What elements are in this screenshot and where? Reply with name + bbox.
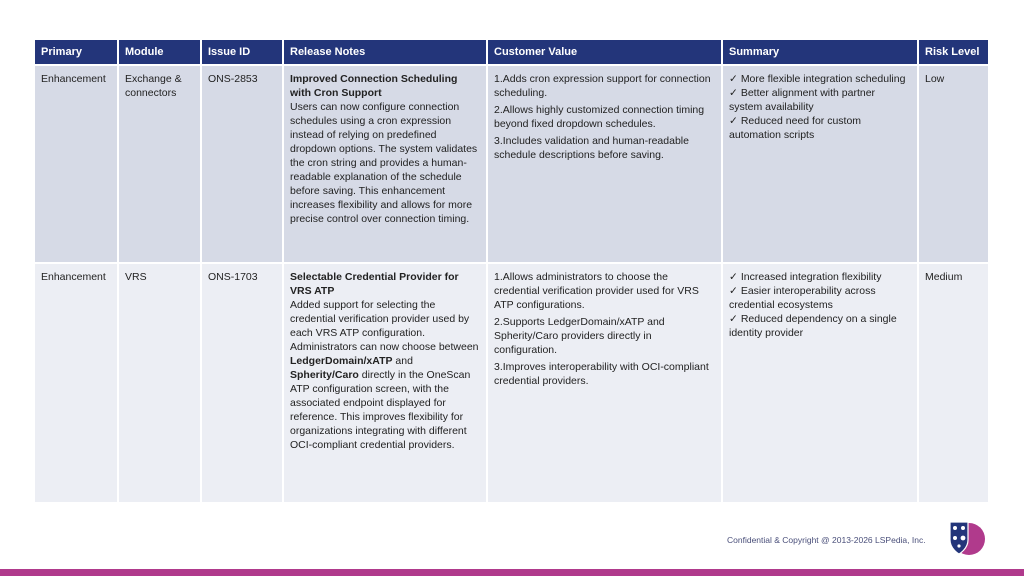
cell-customer-value xyxy=(488,66,723,264)
summary-item: ✓ Reduced need for custom automation scripts xyxy=(729,115,862,141)
release-body-part: Added support for selecting the credential verification provider used by each VRS ATP configuration. Administrators can now choose between xyxy=(290,299,479,353)
cell-risk-level: Medium xyxy=(919,264,988,504)
header-issue-id: Issue ID xyxy=(202,40,284,66)
cell-module: Exchange & connectors xyxy=(119,66,202,264)
release-notes-table xyxy=(35,40,988,504)
release-title: Selectable Credential Provider for VRS ATP xyxy=(290,271,459,297)
provider-name-spherity: Spherity/Caro xyxy=(290,369,359,381)
accent-bar xyxy=(0,569,1024,576)
header-customer-value: Customer Value xyxy=(488,40,723,66)
customer-value-item: 2.Supports LedgerDomain/xATP and Spherity/Caro providers directly in configuration. xyxy=(494,316,665,356)
cell-release-notes xyxy=(284,264,488,504)
customer-value-item: 3.Improves interoperability with OCI-compliant credential providers. xyxy=(494,361,709,387)
cell-issue-id: ONS-2853 xyxy=(202,66,284,264)
cell-summary xyxy=(723,66,919,264)
header-risk-level: Risk Level xyxy=(919,40,988,66)
check-icon: ✓ xyxy=(729,271,738,283)
table-row xyxy=(35,264,988,504)
check-icon: ✓ xyxy=(729,285,738,297)
release-body-part: and xyxy=(392,355,413,367)
header-module: Module xyxy=(119,40,202,66)
customer-value-item: 1.Allows administrators to choose the credential verification provider used for VRS ATP configurations. xyxy=(494,271,699,311)
cell-primary: Enhancement xyxy=(35,66,119,264)
summary-item: ✓ Increased integration flexibility xyxy=(729,271,882,283)
summary-item: ✓ Better alignment with partner system availability xyxy=(729,87,876,113)
header-release-notes: Release Notes xyxy=(284,40,488,66)
cell-issue-id: ONS-1703 xyxy=(202,264,284,504)
customer-value-item: 1.Adds cron expression support for connection scheduling. xyxy=(494,73,711,99)
copyright-footer: Confidential & Copyright @ 2013-2026 LSPedia, Inc. xyxy=(727,535,926,545)
provider-name-ledgerdomain: LedgerDomain/xATP xyxy=(290,355,393,367)
customer-value-item: 2.Allows highly customized connection timing beyond fixed dropdown schedules. xyxy=(494,104,705,130)
check-icon: ✓ xyxy=(729,73,738,85)
cell-risk-level: Low xyxy=(919,66,988,264)
release-title: Improved Connection Scheduling with Cron Support xyxy=(290,73,458,99)
cell-primary: Enhancement xyxy=(35,264,119,504)
lspedia-logo-icon xyxy=(946,518,988,558)
check-icon: ✓ xyxy=(729,115,738,127)
cell-release-notes xyxy=(284,66,488,264)
table-header-row xyxy=(35,40,988,66)
check-icon: ✓ xyxy=(729,87,738,99)
summary-item: ✓ Easier interoperability across credential ecosystems xyxy=(729,285,876,311)
summary-item: ✓ Reduced dependency on a single identity provider xyxy=(729,313,897,339)
cell-summary xyxy=(723,264,919,504)
header-primary: Primary xyxy=(35,40,119,66)
cell-customer-value xyxy=(488,264,723,504)
release-body-part: directly in the OneScan ATP configuration screen, with the associated endpoint displayed for reference. This improves flexibility for organizations integrating with different OCI-compliant credential providers. xyxy=(290,369,471,451)
check-icon: ✓ xyxy=(729,313,738,325)
cell-module: VRS xyxy=(119,264,202,504)
header-summary: Summary xyxy=(723,40,919,66)
summary-item: ✓ More flexible integration scheduling xyxy=(729,73,906,85)
customer-value-item: 3.Includes validation and human-readable schedule descriptions before saving. xyxy=(494,135,689,161)
table-row xyxy=(35,66,988,264)
release-body: Users can now configure connection schedules using a cron expression instead of relying on predefined dropdown options. The system validates the cron string and provides a human-readable explanation of the schedule before saving. This enhancement increases flexibility and allows for more precise control over connection timing. xyxy=(290,101,478,225)
